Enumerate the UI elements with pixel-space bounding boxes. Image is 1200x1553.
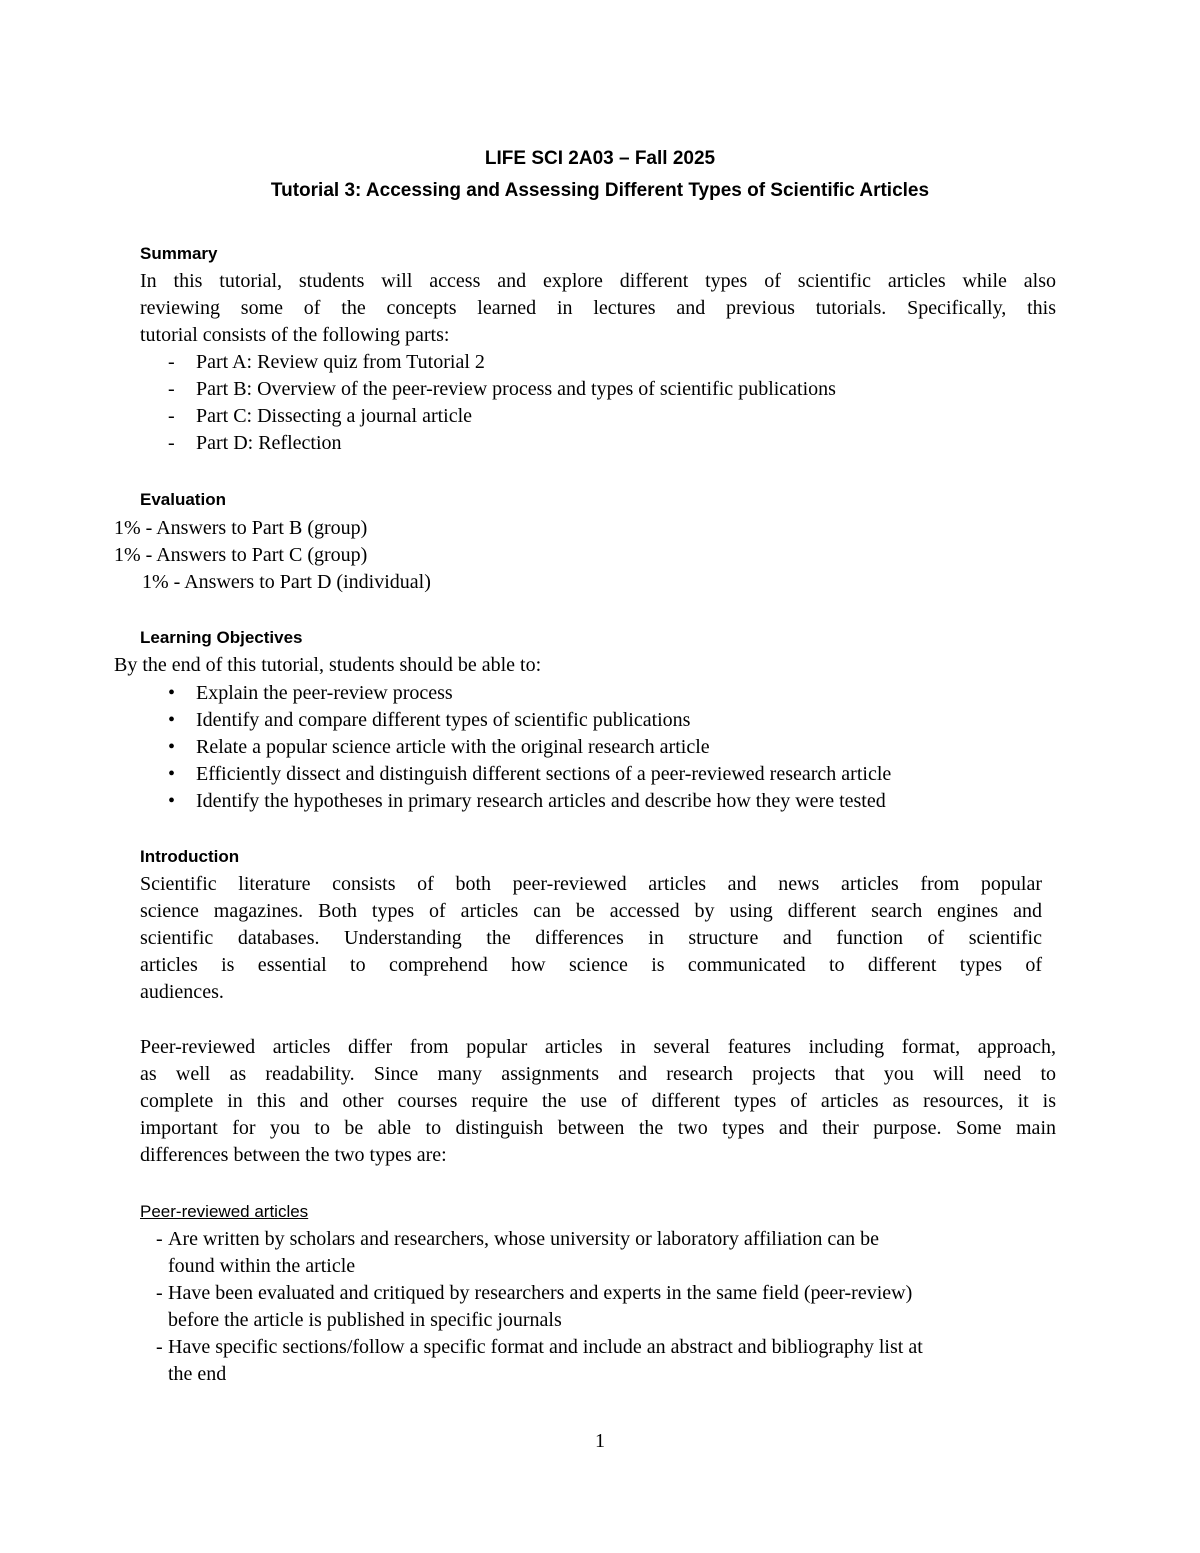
- paragraph-line: articles is essential to comprehend how science is communicated to different types of: [140, 954, 1042, 976]
- list-item: - Part B: Overview of the peer-review process and types of scientific publications: [168, 376, 836, 403]
- dash-marker: -: [156, 1228, 163, 1250]
- list-item: - Part C: Dissecting a journal article: [168, 403, 836, 430]
- summary-paragraph: [140, 268, 1056, 349]
- list-item: - Have been evaluated and critiqued by researchers and experts in the same field (peer-review) before the article is published in specific journals: [156, 1282, 913, 1331]
- summary-line: In this tutorial, students will access and explore different types of scientific articles while also: [140, 270, 1056, 292]
- dash-marker: -: [156, 1282, 163, 1304]
- paragraph-line: Scientific literature consists of both peer-reviewed articles and news articles from popular: [140, 873, 1042, 895]
- list-item: • Identify and compare different types of scientific publications: [168, 707, 891, 734]
- list-item: - Part D: Reflection: [168, 430, 836, 457]
- dash-marker: -: [168, 378, 175, 400]
- list-item: - Part A: Review quiz from Tutorial 2: [168, 349, 836, 376]
- bullet-marker: •: [168, 709, 176, 731]
- summary-line: tutorial consists of the following parts:: [140, 324, 450, 346]
- paragraph-line: differences between the two types are:: [140, 1144, 447, 1166]
- introduction-paragraph-1: [140, 871, 1042, 1006]
- paragraph-line: audiences.: [140, 981, 224, 1003]
- bullet-marker: •: [168, 790, 176, 812]
- dash-marker: -: [168, 405, 175, 427]
- course-title: LIFE SCI 2A03 – Fall 2025: [484, 148, 716, 169]
- list-item: • Efficiently dissect and distinguish different sections of a peer-reviewed research article: [168, 761, 891, 788]
- bullet-marker: •: [168, 736, 176, 758]
- bullet-marker: •: [168, 682, 176, 704]
- bullet-marker: •: [168, 763, 176, 785]
- summary-parts-list: [168, 349, 836, 457]
- page-number: 1: [595, 1430, 605, 1452]
- evaluation-item: 1% - Answers to Part B (group): [114, 517, 368, 539]
- dash-marker: -: [168, 432, 175, 454]
- peer-reviewed-list: [156, 1226, 1061, 1388]
- list-item: - Are written by scholars and researchers, whose university or laboratory affiliation can be found within the article: [156, 1228, 880, 1277]
- list-item: • Relate a popular science article with the original research article: [168, 734, 891, 761]
- list-item: • Identify the hypotheses in primary research articles and describe how they were tested: [168, 788, 891, 815]
- peer-reviewed-heading: Peer-reviewed articles: [140, 1202, 309, 1221]
- introduction-paragraph-2: [140, 1034, 1056, 1169]
- dash-marker: -: [168, 351, 175, 373]
- tutorial-title: Tutorial 3: Accessing and Assessing Different Types of Scientific Articles: [270, 180, 930, 201]
- evaluation-heading: Evaluation: [140, 490, 226, 509]
- summary-heading: Summary: [140, 244, 218, 263]
- list-item: • Explain the peer-review process: [168, 680, 891, 707]
- evaluation-item: 1% - Answers to Part D (individual): [142, 571, 431, 593]
- evaluation-item: 1% - Answers to Part C (group): [114, 544, 368, 566]
- list-item: - Have specific sections/follow a specific format and include an abstract and bibliography list at the end: [156, 1336, 923, 1385]
- learning-objectives-intro: By the end of this tutorial, students should be able to:: [114, 654, 542, 676]
- paragraph-line: Peer-reviewed articles differ from popular articles in several features including format, approach,: [140, 1036, 1056, 1058]
- learning-objectives-list: [168, 680, 891, 815]
- learning-objectives-heading: Learning Objectives: [140, 628, 303, 647]
- paragraph-line: as well as readability. Since many assignments and research projects that you will need to: [140, 1063, 1056, 1085]
- paragraph-line: complete in this and other courses require the use of different types of articles as resources, it is: [140, 1090, 1056, 1112]
- paragraph-line: scientific databases. Understanding the differences in structure and function of scientific: [140, 927, 1042, 949]
- paragraph-line: science magazines. Both types of articles can be accessed by using different search engines and: [140, 900, 1042, 922]
- paragraph-line: important for you to be able to distinguish between the two types and their purpose. Some main: [140, 1117, 1056, 1139]
- introduction-heading: Introduction: [140, 847, 240, 866]
- summary-line: reviewing some of the concepts learned in lectures and previous tutorials. Specifically, this: [140, 297, 1056, 319]
- dash-marker: -: [156, 1336, 163, 1358]
